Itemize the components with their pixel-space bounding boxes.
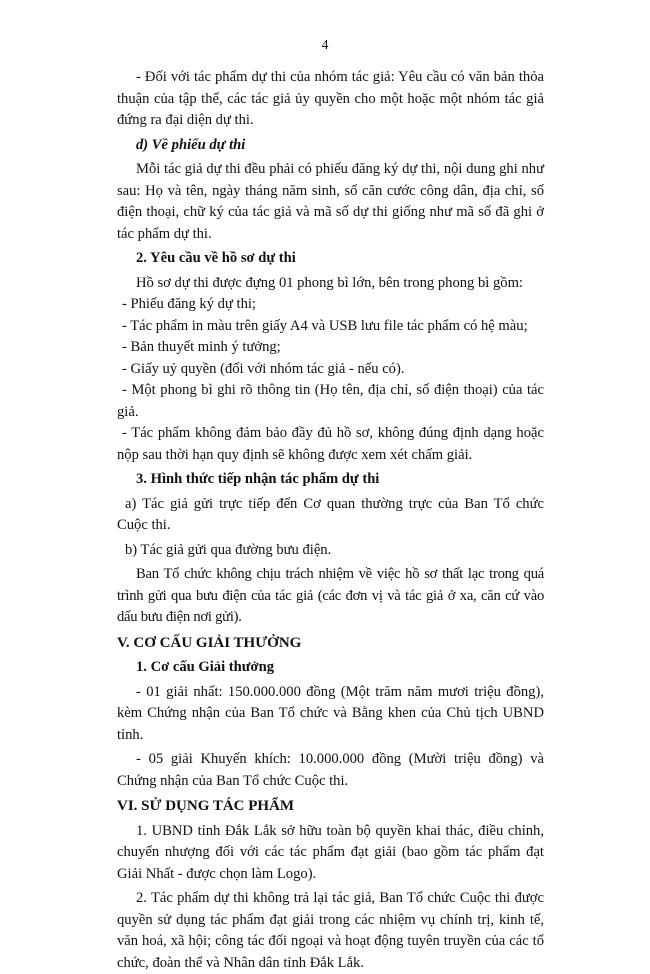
dossier-item-printed-work: - Tác phẩm in màu trên giấy A4 và USB lưu file tác phẩm có hệ màu; xyxy=(122,317,528,334)
document-body xyxy=(117,67,544,974)
first-prize: - 01 giải nhất: 150.000.000 đồng (Một trăm năm mươi triệu đồng), kèm Chứng nhận của Ban Tổ chức và Bằng khen của Chủ tịch UBND tỉnh. xyxy=(117,683,544,743)
lost-dossier-disclaimer: Ban Tổ chức không chịu trách nhiệm về việc hồ sơ thất lạc trong quá trình gửi qua bưu điện của tác giả (các đơn vị và tác giả ở xa, căn cứ vào dấu bưu điện nơi gửi). xyxy=(117,566,544,625)
section-heading-prize-structure: V. CƠ CẤU GIẢI THƯỞNG xyxy=(117,634,302,651)
page-number: 4 xyxy=(321,37,329,52)
section-heading-usage: VI. SỬ DỤNG TÁC PHẨM xyxy=(117,798,295,814)
usage-rights-province: 1. UBND tỉnh Đắk Lắk sở hữu toàn bộ quyền khai thác, điều chỉnh, chuyển nhượng đối với các tác phẩm đạt giải (bao gồm tác phẩm đạt Giải Nhất - được chọn làm Logo). xyxy=(117,822,544,882)
dossier-item-concept-statement: - Bản thuyết minh ý tưởng; xyxy=(122,339,281,355)
submission-direct: a) Tác giả gửi trực tiếp đến Cơ quan thường trực của Ban Tổ chức Cuộc thi. xyxy=(117,495,544,533)
usage-rights-organizer: 2. Tác phẩm dự thi không trả lại tác giả, Ban Tổ chức Cuộc thi được quyền sử dụng tác phẩm đạt giải trong các nhiệm vụ chính trị, kinh tế, văn hoá, xã hội; công tác đối ngoại và hoạt động tuyên truyền của các tổ chức, đoàn thể và Nhân dân tỉnh Đắk Lắk. xyxy=(117,890,544,971)
encouragement-prize: - 05 giải Khuyến khích: 10.000.000 đồng (Mười triệu đồng) và Chứng nhận của Ban Tổ chức Cuộc thi. xyxy=(117,751,544,789)
section-heading-entry-form: d) Về phiếu dự thi xyxy=(136,136,246,153)
subsection-heading-prizes: 1. Cơ cấu Giải thưởng xyxy=(136,659,275,675)
group-author-requirement: - Đối với tác phẩm dự thi của nhóm tác giả: Yêu cầu có văn bản thỏa thuận của tập thể, các tác giả ủy quyền cho một hoặc một nhóm tác giả đứng ra đại diện dự thi. xyxy=(117,69,544,128)
dossier-item-rejection-note: - Tác phẩm không đảm bảo đầy đủ hồ sơ, không đúng định dạng hoặc nộp sau thời hạn quy định sẽ không được xem xét chấm giải. xyxy=(117,425,544,463)
section-heading-submission: 3. Hình thức tiếp nhận tác phẩm dự thi xyxy=(136,471,380,487)
entry-form-paragraph: Mỗi tác giả dự thi đều phải có phiếu đăng ký dự thi, nội dung ghi như sau: Họ và tên, ngày tháng năm sinh, số căn cước công dân, địa chỉ, số điện thoại, chữ ký của tác giả và mã số dự thi giống như mã số đã ghi ở tác phẩm dự thi. xyxy=(117,161,544,242)
dossier-intro: Hồ sơ dự thi được đựng 01 phong bì lớn, bên trong phong bì gồm: xyxy=(136,274,523,291)
dossier-item-envelope: - Một phong bì ghi rõ thông tin (Họ tên, địa chỉ, số điện thoại) của tác giả. xyxy=(117,382,544,420)
dossier-item-registration-form: - Phiếu đăng ký dự thi; xyxy=(122,296,256,312)
dossier-item-authorization: - Giấy uỷ quyền (đối với nhóm tác giả - nếu có). xyxy=(122,360,405,377)
submission-post: b) Tác giả gửi qua đường bưu điện. xyxy=(125,541,332,558)
section-heading-dossier: 2. Yêu cầu về hồ sơ dự thi xyxy=(136,250,296,266)
